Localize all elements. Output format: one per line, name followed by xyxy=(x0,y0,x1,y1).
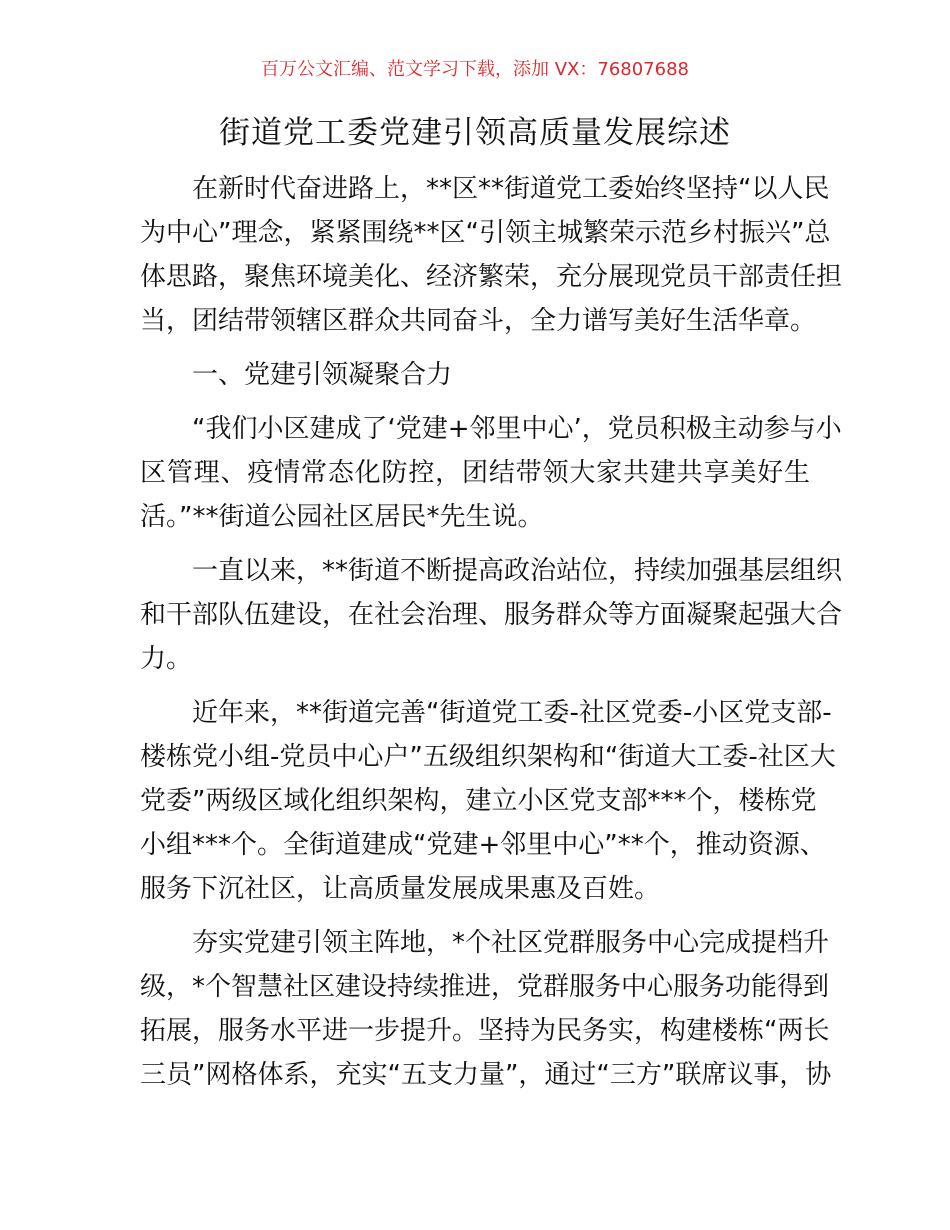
text-line: 三员”网格体系，充实“五支力量”，通过“三方”联席议事，协 xyxy=(140,1060,832,1090)
text-line: 在新时代奋进路上，**区**街道党工委始终坚持“以人民 xyxy=(192,174,830,204)
text-line: 和干部队伍建设，在社会治理、服务群众等方面凝聚起强大合 xyxy=(140,600,843,630)
section-heading xyxy=(140,353,810,397)
text-line: 区管理、疫情常态化防控，团结带领大家共建共享美好生 xyxy=(140,458,810,488)
text-line: 拓展，服务水平进一步提升。坚持为民务实，构建楼栋“两长 xyxy=(140,1016,830,1046)
paragraph xyxy=(140,167,843,343)
paragraph xyxy=(140,549,843,681)
text-line: 级，*个智慧社区建设持续推进，党群服务中心服务功能得到 xyxy=(140,972,830,1002)
text-line: 近年来，**街道完善“街道党工委-社区党委-小区党支部- xyxy=(192,698,832,728)
text-line: 力。 xyxy=(140,644,193,674)
text-line: 服务下沉社区，让高质量发展成果惠及百姓。 xyxy=(140,874,661,904)
text-line: 小组***个。全街道建成“党建+邻里中心”**个，推动资源、 xyxy=(140,830,826,860)
paragraph xyxy=(140,691,836,911)
text-line: 为中心”理念，紧紧围绕**区“引领主城繁荣示范乡村振兴”总 xyxy=(140,218,831,248)
text-line: “我们小区建成了‘党建+邻里中心’，党员积极主动参与小 xyxy=(192,414,842,444)
text-line: 夯实党建引领主阵地，*个社区党群服务中心完成提档升 xyxy=(192,928,830,958)
text-line: 党委”两级区域化组织架构，建立小区党支部***个，楼栋党 xyxy=(140,786,817,816)
document-body xyxy=(140,167,843,1107)
text-line: 一直以来，**街道不断提高政治站位，持续加强基层组织 xyxy=(192,556,843,586)
text-line: 活。”**街道公园社区居民*先生说。 xyxy=(140,502,544,532)
text-line: 一、党建引领凝聚合力 xyxy=(192,360,453,390)
document-title: 街道党工委党建引领高质量发展综述 xyxy=(219,115,731,151)
text-line: 楼栋党小组-党员中心户”五级组织架构和“街道大工委-社区大 xyxy=(140,742,836,772)
text-line: 体思路，聚焦环境美化、经济繁荣，充分展现党员干部责任担 xyxy=(140,262,843,292)
paragraph xyxy=(140,921,832,1097)
watermark-banner: 百万公文汇编、范文学习下载，添加 VX：76807688 xyxy=(261,59,689,80)
paragraph xyxy=(140,407,842,539)
text-line: 当，团结带领辖区群众共同奋斗，全力谱写美好生活华章。 xyxy=(140,306,817,336)
